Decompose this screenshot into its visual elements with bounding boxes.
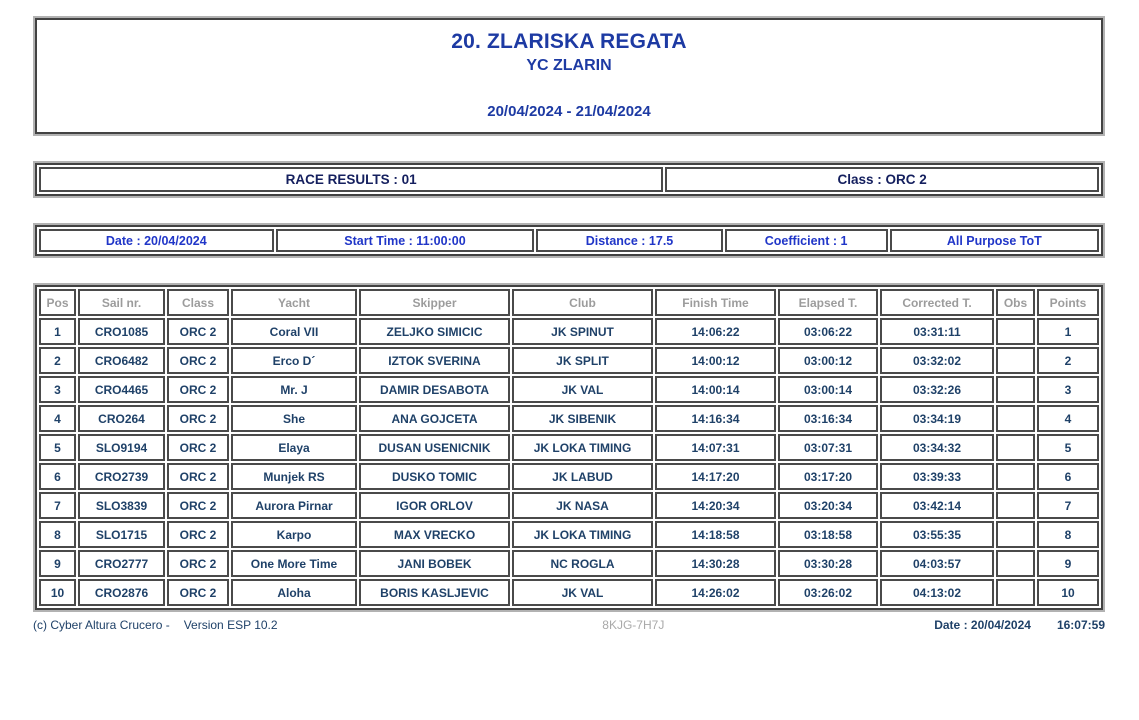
cell-elapsed-t: 03:20:34: [778, 492, 878, 519]
cell-elapsed-t: 03:18:58: [778, 521, 878, 548]
col-yacht: Yacht: [231, 289, 357, 316]
col-skipper: Skipper: [359, 289, 510, 316]
event-header-box: [33, 16, 1105, 136]
race-class-inner: [35, 163, 1103, 196]
info-distance: Distance : 17.5: [536, 229, 722, 252]
cell-club: JK SPLIT: [512, 347, 653, 374]
cell-finish-time: 14:20:34: [655, 492, 776, 519]
cell-pos: 4: [39, 405, 76, 432]
cell-obs: [996, 318, 1035, 345]
cell-pos: 3: [39, 376, 76, 403]
cell-finish-time: 14:07:31: [655, 434, 776, 461]
cell-finish-time: 14:00:12: [655, 347, 776, 374]
cell-class: ORC 2: [167, 463, 229, 490]
table-row: [39, 579, 1099, 606]
cell-club: JK LOKA TIMING: [512, 521, 653, 548]
report-footer: [33, 618, 1105, 636]
cell-yacht: Munjek RS: [231, 463, 357, 490]
event-title: 20. ZLARISKA REGATA: [451, 30, 687, 53]
cell-points: 10: [1037, 579, 1099, 606]
cell-sail-nr: CRO2777: [78, 550, 165, 577]
cell-skipper: JANI BOBEK: [359, 550, 510, 577]
serial-code: 8KJG-7H7J: [602, 618, 665, 632]
table-row: [39, 318, 1099, 345]
cell-obs: [996, 579, 1035, 606]
organizer-name: YC ZLARIN: [526, 57, 612, 74]
table-row: [39, 376, 1099, 403]
cell-class: ORC 2: [167, 492, 229, 519]
race-info-box: [33, 223, 1105, 258]
report-content: [33, 16, 1105, 636]
cell-sail-nr: CRO264: [78, 405, 165, 432]
cell-sail-nr: CRO6482: [78, 347, 165, 374]
cell-skipper: BORIS KASLJEVIC: [359, 579, 510, 606]
copyright-text: (c) Cyber Altura Crucero -: [33, 618, 170, 632]
cell-corrected-t: 03:34:19: [880, 405, 994, 432]
col-pos: Pos: [39, 289, 76, 316]
cell-class: ORC 2: [167, 550, 229, 577]
race-info-bar: [37, 227, 1101, 254]
cell-skipper: DUSKO TOMIC: [359, 463, 510, 490]
cell-pos: 6: [39, 463, 76, 490]
cell-skipper: ZELJKO SIMICIC: [359, 318, 510, 345]
cell-finish-time: 14:00:14: [655, 376, 776, 403]
cell-yacht: Mr. J: [231, 376, 357, 403]
cell-sail-nr: CRO1085: [78, 318, 165, 345]
cell-obs: [996, 463, 1035, 490]
cell-elapsed-t: 03:30:28: [778, 550, 878, 577]
version-text: Version ESP 10.2: [183, 618, 278, 632]
table-row: [39, 550, 1099, 577]
cell-class: ORC 2: [167, 318, 229, 345]
table-row: [39, 521, 1099, 548]
cell-class: ORC 2: [167, 434, 229, 461]
cell-skipper: IGOR ORLOV: [359, 492, 510, 519]
cell-pos: 10: [39, 579, 76, 606]
cell-yacht: One More Time: [231, 550, 357, 577]
cell-elapsed-t: 03:00:12: [778, 347, 878, 374]
cell-finish-time: 14:30:28: [655, 550, 776, 577]
cell-skipper: IZTOK SVERINA: [359, 347, 510, 374]
table-row: [39, 347, 1099, 374]
cell-skipper: DAMIR DESABOTA: [359, 376, 510, 403]
results-body: [39, 318, 1099, 606]
cell-corrected-t: 04:13:02: [880, 579, 994, 606]
race-results-label: RACE RESULTS : 01: [39, 167, 663, 192]
cell-club: JK LOKA TIMING: [512, 434, 653, 461]
cell-pos: 2: [39, 347, 76, 374]
results-table: [37, 287, 1101, 608]
cell-yacht: Aloha: [231, 579, 357, 606]
cell-finish-time: 14:16:34: [655, 405, 776, 432]
cell-class: ORC 2: [167, 347, 229, 374]
cell-corrected-t: 03:42:14: [880, 492, 994, 519]
cell-elapsed-t: 03:16:34: [778, 405, 878, 432]
race-class-bar: [37, 165, 1101, 194]
cell-points: 6: [1037, 463, 1099, 490]
col-elapsed-t: Elapsed T.: [778, 289, 878, 316]
footer-datetime: [934, 618, 1105, 632]
cell-points: 2: [1037, 347, 1099, 374]
cell-points: 8: [1037, 521, 1099, 548]
cell-class: ORC 2: [167, 521, 229, 548]
cell-skipper: DUSAN USENICNIK: [359, 434, 510, 461]
race-info-row: [39, 229, 1099, 252]
cell-pos: 1: [39, 318, 76, 345]
race-class-box: [33, 161, 1105, 198]
cell-skipper: ANA GOJCETA: [359, 405, 510, 432]
results-table-box: [33, 283, 1105, 612]
cell-yacht: Aurora Pirnar: [231, 492, 357, 519]
cell-elapsed-t: 03:00:14: [778, 376, 878, 403]
cell-points: 9: [1037, 550, 1099, 577]
table-row: [39, 463, 1099, 490]
cell-obs: [996, 347, 1035, 374]
cell-elapsed-t: 03:07:31: [778, 434, 878, 461]
info-scoring-system: All Purpose ToT: [890, 229, 1099, 252]
col-club: Club: [512, 289, 653, 316]
cell-yacht: Elaya: [231, 434, 357, 461]
cell-sail-nr: CRO2876: [78, 579, 165, 606]
info-coefficient: Coefficient : 1: [725, 229, 888, 252]
race-info-inner: [35, 225, 1103, 256]
cell-yacht: Coral VII: [231, 318, 357, 345]
col-finish-time: Finish Time: [655, 289, 776, 316]
cell-points: 1: [1037, 318, 1099, 345]
col-obs: Obs: [996, 289, 1035, 316]
cell-finish-time: 14:06:22: [655, 318, 776, 345]
cell-club: JK VAL: [512, 376, 653, 403]
table-row: [39, 492, 1099, 519]
cell-obs: [996, 405, 1035, 432]
cell-obs: [996, 550, 1035, 577]
cell-club: NC ROGLA: [512, 550, 653, 577]
cell-pos: 9: [39, 550, 76, 577]
cell-obs: [996, 434, 1035, 461]
col-sail-nr: Sail nr.: [78, 289, 165, 316]
info-date: Date : 20/04/2024: [39, 229, 274, 252]
cell-club: JK SPINUT: [512, 318, 653, 345]
table-row: [39, 405, 1099, 432]
cell-yacht: Karpo: [231, 521, 357, 548]
cell-elapsed-t: 03:26:02: [778, 579, 878, 606]
cell-yacht: Erco D´: [231, 347, 357, 374]
cell-corrected-t: 03:32:26: [880, 376, 994, 403]
cell-points: 7: [1037, 492, 1099, 519]
cell-finish-time: 14:17:20: [655, 463, 776, 490]
cell-class: ORC 2: [167, 405, 229, 432]
results-header-row: [39, 289, 1099, 316]
cell-yacht: She: [231, 405, 357, 432]
cell-obs: [996, 376, 1035, 403]
cell-pos: 8: [39, 521, 76, 548]
info-start-time: Start Time : 11:00:00: [276, 229, 535, 252]
cell-elapsed-t: 03:06:22: [778, 318, 878, 345]
cell-points: 4: [1037, 405, 1099, 432]
race-class-row: [39, 167, 1099, 192]
cell-elapsed-t: 03:17:20: [778, 463, 878, 490]
cell-points: 3: [1037, 376, 1099, 403]
col-points: Points: [1037, 289, 1099, 316]
print-date: Date : 20/04/2024: [934, 618, 1031, 632]
class-label: Class : ORC 2: [665, 167, 1099, 192]
event-header-inner: [35, 18, 1103, 134]
cell-club: JK SIBENIK: [512, 405, 653, 432]
cell-pos: 5: [39, 434, 76, 461]
cell-corrected-t: 04:03:57: [880, 550, 994, 577]
cell-sail-nr: CRO4465: [78, 376, 165, 403]
cell-points: 5: [1037, 434, 1099, 461]
cell-finish-time: 14:18:58: [655, 521, 776, 548]
cell-club: JK NASA: [512, 492, 653, 519]
footer-copyright: [33, 618, 278, 632]
cell-sail-nr: SLO3839: [78, 492, 165, 519]
cell-obs: [996, 492, 1035, 519]
cell-corrected-t: 03:31:11: [880, 318, 994, 345]
cell-sail-nr: SLO1715: [78, 521, 165, 548]
col-corrected-t: Corrected T.: [880, 289, 994, 316]
cell-class: ORC 2: [167, 376, 229, 403]
cell-skipper: MAX VRECKO: [359, 521, 510, 548]
cell-obs: [996, 521, 1035, 548]
col-class: Class: [167, 289, 229, 316]
cell-corrected-t: 03:39:33: [880, 463, 994, 490]
cell-sail-nr: SLO9194: [78, 434, 165, 461]
cell-club: JK VAL: [512, 579, 653, 606]
cell-class: ORC 2: [167, 579, 229, 606]
cell-corrected-t: 03:34:32: [880, 434, 994, 461]
cell-corrected-t: 03:55:35: [880, 521, 994, 548]
cell-sail-nr: CRO2739: [78, 463, 165, 490]
print-time: 16:07:59: [1056, 618, 1105, 632]
event-date-range: 20/04/2024 - 21/04/2024: [487, 103, 651, 120]
table-row: [39, 434, 1099, 461]
cell-corrected-t: 03:32:02: [880, 347, 994, 374]
cell-pos: 7: [39, 492, 76, 519]
cell-club: JK LABUD: [512, 463, 653, 490]
cell-finish-time: 14:26:02: [655, 579, 776, 606]
results-table-inner: [35, 285, 1103, 610]
